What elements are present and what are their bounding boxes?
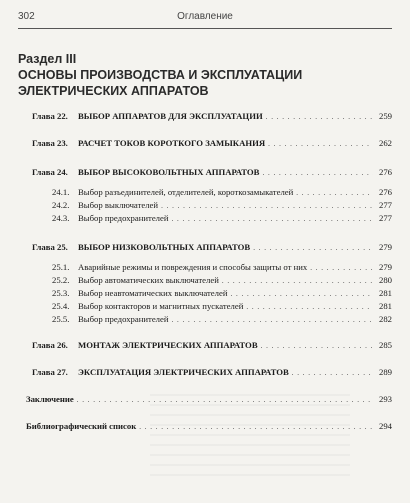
toc-entry-page: 289 (378, 367, 392, 377)
dot-leader (172, 213, 373, 226)
toc-entry-title: ВЫБОР ВЫСОКОВОЛЬТНЫХ АППАРАТОВ (78, 167, 260, 177)
toc-entry-page: 276 (378, 167, 392, 177)
toc-entry-title: Выбор неавтоматических выключателей (78, 288, 228, 298)
dot-leader (292, 367, 373, 380)
toc-entry-label: Глава 27. (32, 367, 68, 377)
toc-entry-chapter-22[interactable] (32, 110, 392, 123)
toc-entry-title: Библиографический список (26, 421, 137, 431)
toc-entry-chapter-24[interactable] (32, 166, 392, 179)
toc-entry-title: Выбор автоматических выключателей (78, 275, 219, 285)
toc-entry-page: 262 (378, 138, 392, 148)
toc-entry-page: 285 (378, 340, 392, 350)
toc-entry-page: 293 (378, 394, 392, 404)
toc-entry-title: МОНТАЖ ЭЛЕКТРИЧЕСКИХ АППАРАТОВ (78, 340, 258, 350)
dot-leader (261, 340, 373, 353)
toc-entry-title: РАСЧЕТ ТОКОВ КОРОТКОГО ЗАМЫКАНИЯ (78, 138, 266, 148)
toc-entry-25-1[interactable] (52, 261, 392, 274)
toc-entry-title: Выбор предохранителей (78, 314, 169, 324)
section-label: Раздел III (18, 52, 77, 66)
dot-leader (268, 138, 373, 151)
toc-entry-page: 281 (378, 301, 392, 311)
toc-entry-label: Глава 24. (32, 167, 68, 177)
toc-entry-page: 279 (378, 262, 392, 272)
toc-entry-25-2[interactable] (52, 274, 392, 287)
toc-entry-title: ВЫБОР НИЗКОВОЛЬТНЫХ АППАРАТОВ (78, 242, 251, 252)
toc-entry-chapter-26[interactable] (32, 339, 392, 352)
toc-entry-page: 277 (378, 200, 392, 210)
running-head (18, 8, 392, 29)
section-heading (18, 52, 392, 99)
dot-leader (266, 111, 373, 124)
toc-entry-25-3[interactable] (52, 287, 392, 300)
toc-entry-label: Глава 25. (32, 242, 68, 252)
toc-entry-label: 24.2. (52, 200, 70, 210)
section-title-line-2: ЭЛЕКТРИЧЕСКИХ АППАРАТОВ (18, 84, 209, 98)
toc-entry-conclusion[interactable] (26, 393, 392, 406)
toc-entry-label: 25.5. (52, 314, 70, 324)
toc-entry-25-5[interactable] (52, 313, 392, 326)
toc-entry-24-1[interactable] (52, 186, 392, 199)
toc-entry-bibliography[interactable] (26, 420, 392, 433)
toc-entry-page: 279 (378, 242, 392, 252)
toc-entry-label: 25.4. (52, 301, 70, 311)
toc-entry-page: 276 (378, 187, 392, 197)
toc-entry-label: 24.3. (52, 213, 70, 223)
toc-entry-title: Выбор предохранителей (78, 213, 169, 223)
toc-entry-25-4[interactable] (52, 300, 392, 313)
page-number: 302 (18, 11, 35, 22)
toc-entry-title: Заключение (26, 394, 74, 404)
toc-entry-24-2[interactable] (52, 199, 392, 212)
toc-entry-chapter-25[interactable] (32, 241, 392, 254)
toc-entry-title: Выбор выключателей (78, 200, 159, 210)
toc-entry-title: Аварийные режимы и повреждения и способы защиты от них (78, 262, 308, 272)
toc-entry-title: Выбор контакторов и магнитных пускателей (78, 301, 244, 311)
toc-entry-label: 25.1. (52, 262, 70, 272)
toc-entry-24-3[interactable] (52, 212, 392, 225)
toc-entry-page: 282 (378, 314, 392, 324)
toc-entry-label: Глава 26. (32, 340, 68, 350)
toc-entry-title: Выбор разъединителей, отделителей, короткозамыкателей (78, 187, 294, 197)
toc-entry-label: 24.1. (52, 187, 70, 197)
toc-entry-label: Глава 23. (32, 138, 68, 148)
toc-entry-page: 281 (378, 288, 392, 298)
toc-entry-label: 25.3. (52, 288, 70, 298)
running-title: Оглавление (177, 11, 233, 22)
toc-entry-label: 25.2. (52, 275, 70, 285)
toc-entry-page: 277 (378, 213, 392, 223)
toc-entry-label: Глава 22. (32, 111, 68, 121)
toc-entry-chapter-27[interactable] (32, 366, 392, 379)
dot-leader (172, 314, 373, 327)
dot-leader (139, 421, 373, 434)
toc-entry-chapter-23[interactable] (32, 137, 392, 150)
dot-leader (77, 394, 373, 407)
dot-leader (253, 242, 373, 255)
toc-entry-title: ЭКСПЛУАТАЦИЯ ЭЛЕКТРИЧЕСКИХ АППАРАТОВ (78, 367, 289, 377)
toc-entry-title: ВЫБОР АППАРАТОВ ДЛЯ ЭКСПЛУАТАЦИИ (78, 111, 263, 121)
dot-leader (262, 167, 373, 180)
toc-entry-page: 259 (378, 111, 392, 121)
toc-entry-page: 280 (378, 275, 392, 285)
section-title-line-1: ОСНОВЫ ПРОИЗВОДСТВА И ЭКСПЛУАТАЦИИ (18, 68, 303, 82)
toc-entry-page: 294 (378, 421, 392, 431)
